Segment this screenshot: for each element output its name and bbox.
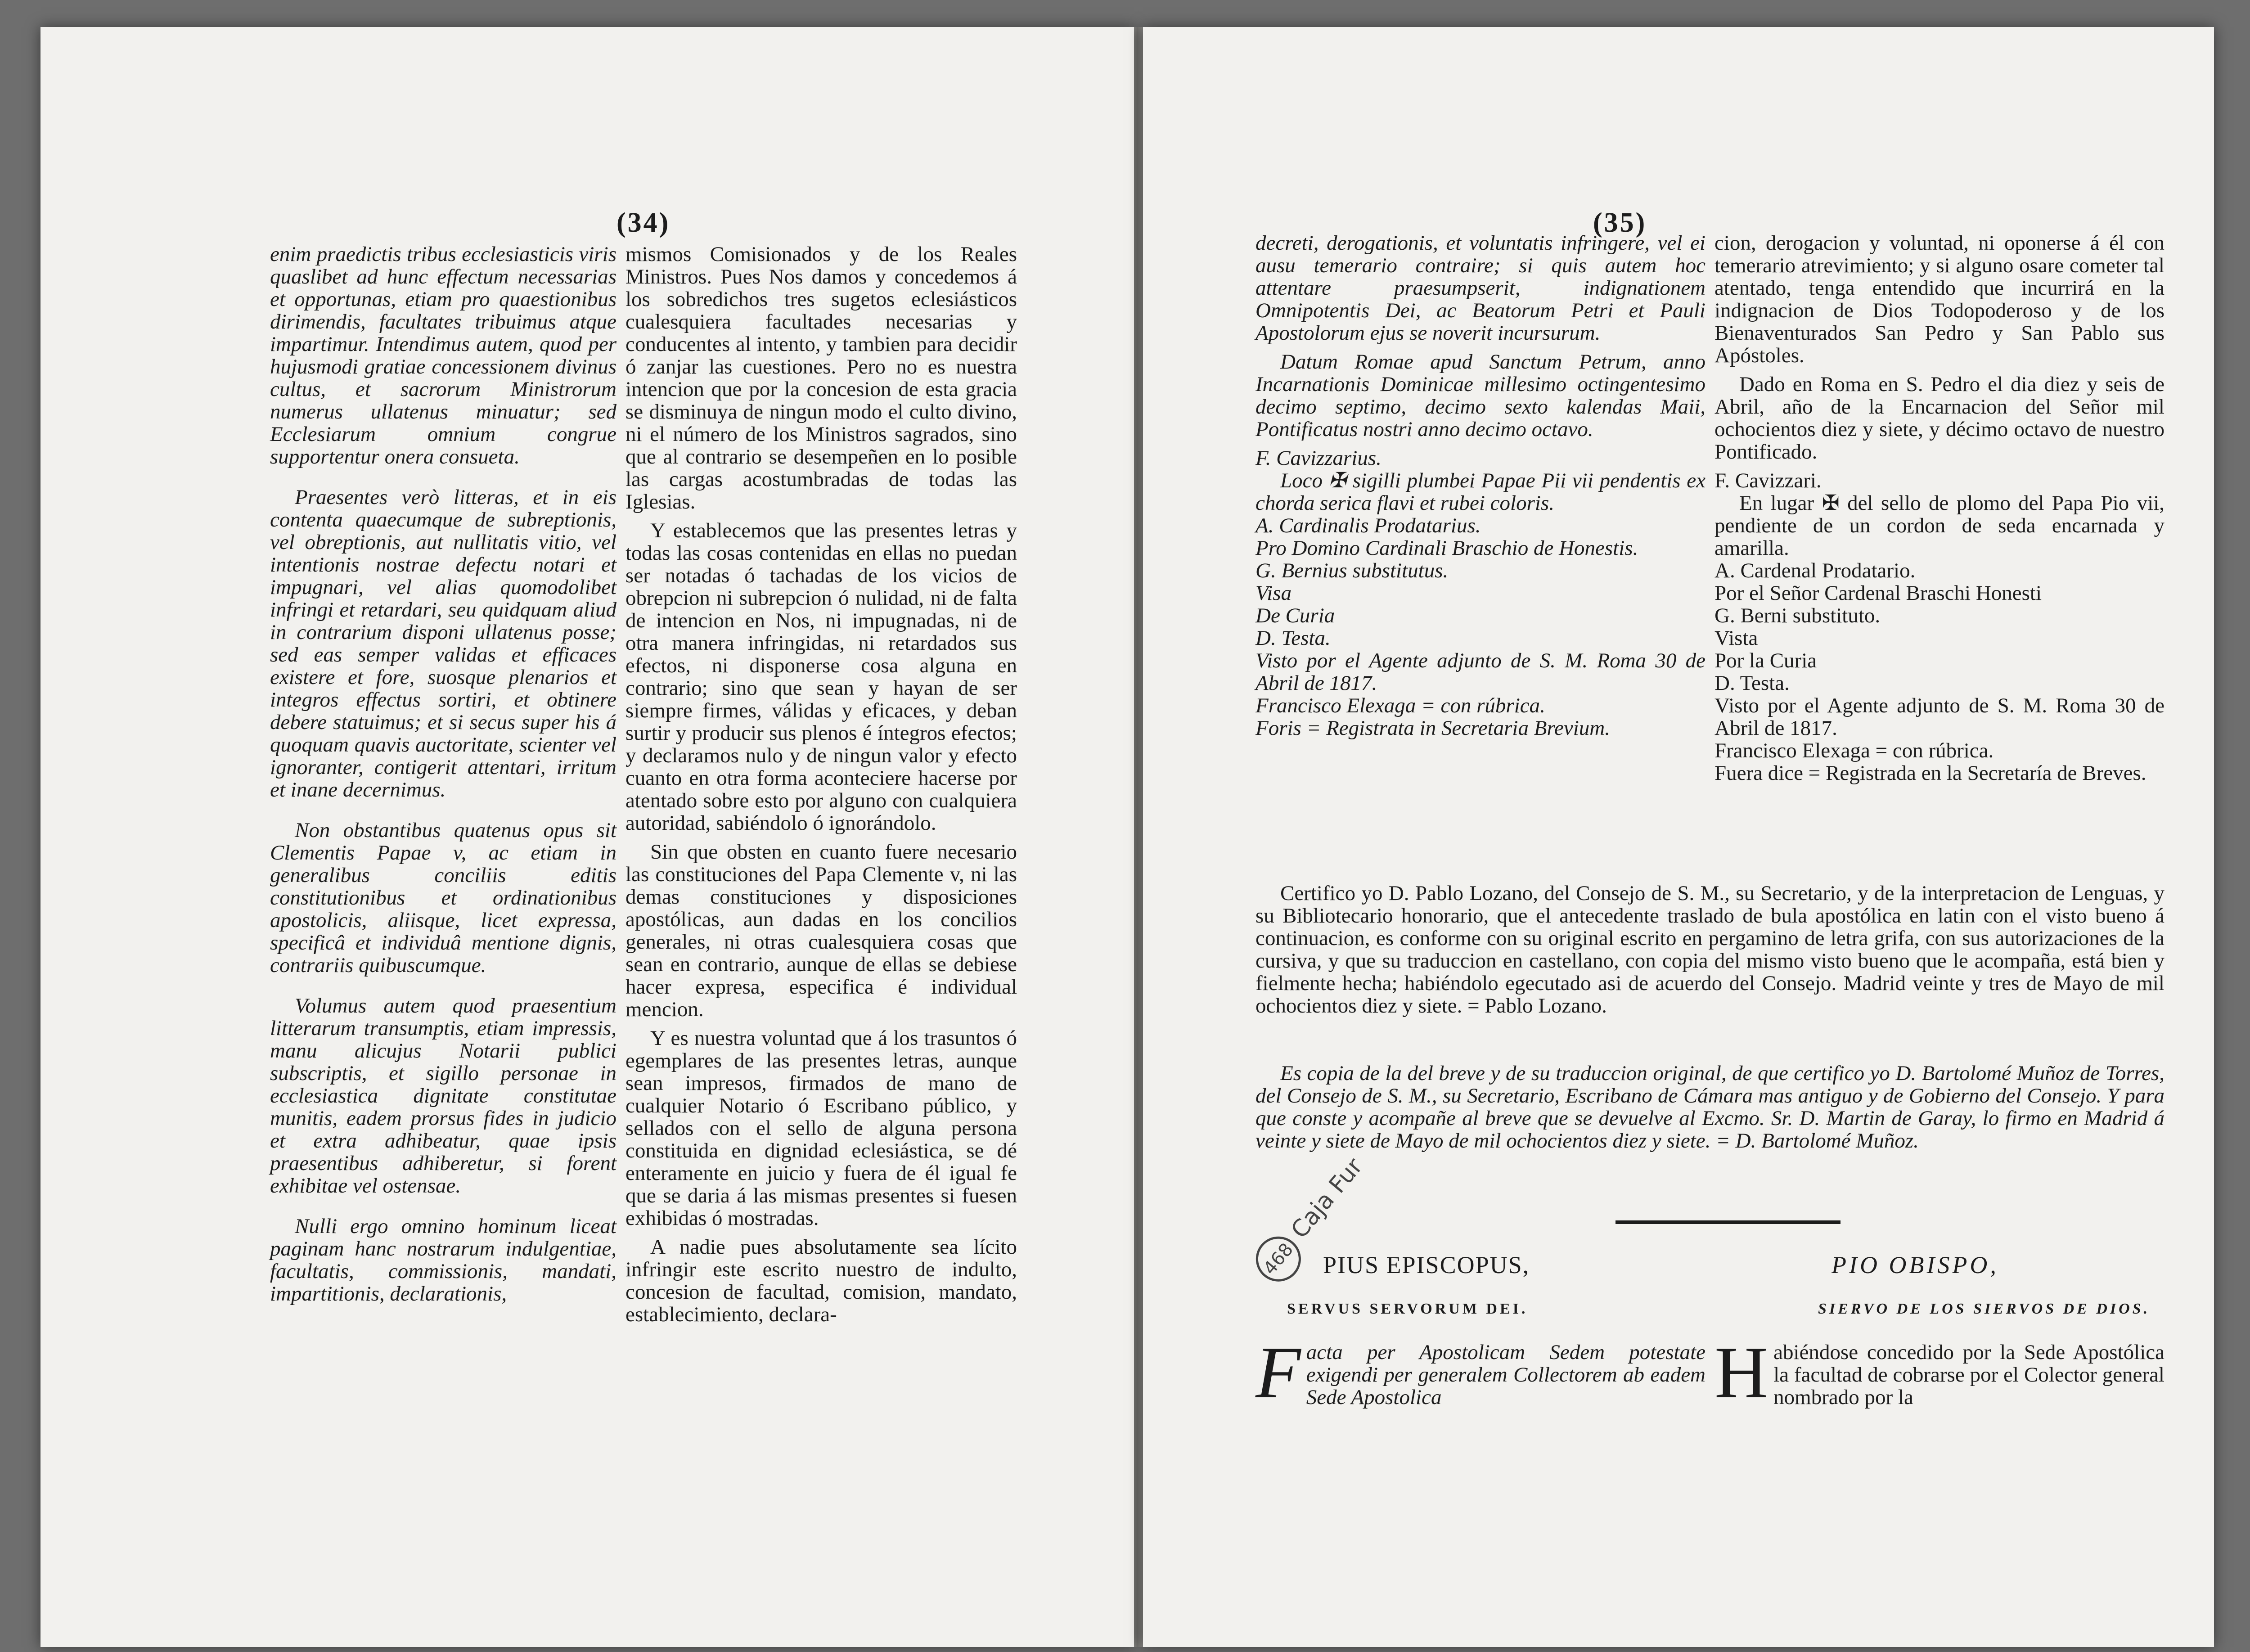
latin-paragraph: Nulli ergo omnino hominum liceat paginam hanc nostrarum indulgentiae, facultatis, commissionis, mandati, impartitionis, declarationis, (270, 1215, 616, 1305)
left-page-spanish-column (626, 243, 1017, 1332)
signature-line: Foris = Registrata in Secretaria Brevium. (1256, 716, 1610, 740)
right-page-spanish-column (1714, 232, 2164, 784)
signature-line: F. Cavizzarius. (1256, 446, 1382, 470)
signature-line: Visa (1256, 581, 1292, 605)
spanish-paragraph: mismos Comisionados y de los Reales Ministros. Pues Nos damos y concedemos á los sobredichos tres sugetos eclesiásticos cualesquiera facultades necesarias y conducentes al intento, y tambien para decidir ó zanjar las cuestiones. Pero no es nuestra intencion que por la concesion de esta gracia se disminuya de ningun modo el culto divino, ni el número de los Ministros sagrados, sino que al contrario se desempeñen en lo posible las cargas acostumbradas de todas las Iglesias. (626, 243, 1017, 513)
heading-latin: PIUS EPISCOPUS, (1323, 1251, 1530, 1278)
latin-paragraph: enim praedictis tribus ecclesiasticis viris quaslibet ad hunc effectum necessarias et opportunas, etiam pro quaestionibus dirimendis, facultates tribuimus atque impartimur. Intendimus autem, quod per hujusmodi gratiae concessionem divinus cultus, et sacrorum Ministrorum numerus ullatenus minuatur; sed Ecclesiarum omnium congrue supportentur onera consueta. (270, 243, 616, 468)
signature-line: Francisco Elexaga = con rúbrica. (1714, 739, 1994, 762)
left-page-latin-column (270, 243, 616, 1311)
page-number-left: (34) (616, 207, 670, 238)
seal-line: Loco ✠ sigilli plumbei Papae Pii vii pendentis ex chorda serica flavi et rubei coloris. (1256, 469, 1706, 515)
signature-line: G. Bernius substitutus. (1256, 559, 1449, 582)
signature-line: D. Testa. (1714, 671, 1790, 695)
latin-paragraph: Non obstantibus quatenus opus sit Clementis Papae v, ac etiam in generalibus conciliis editis constitutionibus et ordinationibus apostolicis, aliisque, licet expressa, specificâ et individuâ mentione dignis, contrariis quibuscumque. (270, 819, 616, 977)
bottom-spanish-paragraph (1714, 1331, 2164, 1413)
spanish-paragraph: A nadie pues absolutamente sea lícito infringir este escrito nuestro de indulto, concesion de facultad, comision, mandato, establecimiento, declara- (626, 1235, 1017, 1326)
latin-paragraph: Datum Romae apud Sanctum Petrum, anno Incarnationis Dominicae millesimo octingentesimo decimo septimo, decimo sexto kalendas Maii, Pontificatus nostri anno decimo octavo. (1256, 350, 1706, 441)
latin-paragraph: Praesentes verò litteras, et in eis contenta quaecumque de subreptionis, vel obreptionis, aut nullitatis vitio, vel intentionis nostrae defectu notari et impugnari, vel alias quomodolibet infringi et retardari, seu quidquam aliud in contrarium disponi ullatenus posse; sed eas semper validas et efficaces existere et fore, suosque plenarios et integros effectus sortiri, et obtinere debere statuimus; et si secus super his á quoquam quavis auctoritate, scienter vel ignoranter, contigerit attentari, irritum et inane decernimus. (270, 486, 616, 801)
handwritten-text: Caja Fur (1286, 1153, 1368, 1244)
bottom-latin-paragraph (1256, 1331, 1706, 1413)
signature-line: F. Cavizzari. (1714, 469, 1822, 492)
seal-line: En lugar ✠ del sello de plomo del Papa Pio vii, pendiente de un cordon de seda encarnada y amarilla. (1714, 491, 2164, 560)
signature-line: Pro Domino Cardinali Braschio de Honestis. (1256, 536, 1638, 560)
signature-line: Fuera dice = Registrada en la Secretaría de Breves. (1714, 761, 2146, 785)
subheading-latin: SERVUS SERVORUM DEI. (1287, 1301, 1528, 1317)
signature-line: Visto por el Agente adjunto de S. M. Roma 30 de Abril de 1817. (1256, 649, 1706, 695)
spanish-paragraph: Y establecemos que las presentes letras y todas las cosas contenidas en ellas no puedan ser notadas ó tachadas de los vicios de obrepcion ni subrepcion ó nulidad, ni de falta de intencion en Nos, ni impugnadas, ni de otra manera infringidas, ni retardados sus efectos, ni disponerse cosa alguna en contrario; sino que sean y hayan de ser siempre firmes, válidas y eficaces, y deban surtir y producir sus plenos é íntegros efectos; y declaramos nulo y de ningun valor y efecto cuanto en otra forma aconteciere hacerse por atentado sobre esto por alguno con cualquiera autoridad, sabiéndolo ó ignorándolo. (626, 519, 1017, 835)
left-page (40, 27, 1134, 1647)
signature-line: Por la Curia (1714, 649, 1817, 672)
latin-paragraph: Volumus autem quod praesentium litterarum transumptis, etiam impressis, manu alicujus Notarii publici subscriptis, et sigillo personae in ecclesiastica dignitate constitutae munitis, eadem prorsus fides in judicio et extra adhibeatur, quae ipsis praesentibus adhiberetur, si forent exhibitae vel ostensae. (270, 994, 616, 1197)
subheading-spanish: SIERVO DE LOS SIERVOS DE DIOS. (1818, 1301, 2151, 1317)
spanish-paragraph: Y es nuestra voluntad que á los trasuntos ó egemplares de las presentes letras, aunque sean impresos, firmados de mano de cualquier Notario ó Escribano público, y sellados con el sello de alguna persona constituida en dignidad eclesiástica, se dé enteramente en juicio y fuera de él igual fe que se daria á las mismas presentes si fuesen exhibidas ó mostradas. (626, 1026, 1017, 1230)
right-page-latin-column (1256, 232, 1706, 739)
section-divider (1616, 1220, 1840, 1224)
spanish-paragraph: Dado en Roma en S. Pedro el dia diez y seis de Abril, año de la Encarnacion del Señor mil ochocientos diez y siete, y décimo octavo de nuestro Pontificado. (1714, 373, 2164, 464)
latin-paragraph: decreti, derogationis, et voluntatis infringere, vel ei ausu temerario contraire; si quis autem hoc attentare praesumpserit, indignationem Omnipotentis Dei, ac Beatorum Petri et Pauli Apostolorum ejus se noverit incursurum. (1256, 231, 1706, 345)
page-number-right: (35) (1593, 207, 1647, 238)
signature-line: Visto por el Agente adjunto de S. M. Roma 30 de Abril de 1817. (1714, 694, 2164, 740)
certification-text: Certifico yo D. Pablo Lozano, del Consejo de S. M., su Secretario, y de la interpretacion de Lenguas, y su Bibliotecario honorario, que el antecedente traslado de bula apostólica en latin con el visto bueno á continuacion, es conforme con su original escrito en pergamino de letra grifa, con sus autorizaciones de la cursiva, y que su traduccion en castellano, con copia del mismo visto bueno que le acompaña, está bien y fielmente hecha; habiéndolo egecutado asi de acuerdo del Consejo. Madrid veinte y tres de Mayo de mil ochocientos diez y siete. = Pablo Lozano. (1256, 882, 2164, 1017)
spanish-paragraph: Sin que obsten en cuanto fuere necesario las constituciones del Papa Clemente v, ni las demas constituciones y disposiciones apostólicas, aun dadas en los concilios generales, ni otras cualesquiera cosas que sean en contrario, aunque de ellas se debiese hacer expresa, especifica é individual mencion. (626, 840, 1017, 1021)
signature-line: A. Cardenal Prodatario. (1714, 559, 1916, 582)
bottom-spanish-text: abiéndose concedido por la Sede Apostólica la facultad de cobrarse por el Colector general nombrado por la (1773, 1341, 2164, 1409)
spanish-paragraph: cion, derogacion y voluntad, ni oponerse á él con temerario atrevimiento; y si alguno osare cometer tal atentado, tenga entendido que incurrirá en la indignacion de Dios Todopoderoso y de los Bienaventurados San Pedro y San Pablo sus Apóstoles. (1714, 231, 2164, 367)
signature-line: Vista (1714, 626, 1758, 650)
drop-cap: H (1714, 1331, 1768, 1413)
right-page (1143, 27, 2214, 1647)
copy-note-text: Es copia de la del breve y de su traduccion original, de que certifico yo D. Bartolomé Muñoz de Torres, del Consejo de S. M., su Secretario, Escribano de Cámara mas antiguo y de Gobierno del Consejo. Y para que conste y acompañe al breve que se devuelve al Excmo. Sr. D. Martin de Garay, lo firmo en Madrid á veinte y siete de Mayo de mil ochocientos diez y siete. = D. Bartolomé Muñoz. (1256, 1062, 2164, 1152)
signature-line: Por el Señor Cardenal Braschi Honesti (1714, 581, 2042, 605)
copy-note-paragraph (1256, 1062, 2164, 1152)
signature-line: Francisco Elexaga = con rúbrica. (1256, 694, 1545, 717)
certification-paragraph (1256, 882, 2164, 1017)
drop-cap: F (1256, 1331, 1301, 1413)
handwritten-number: 468 (1246, 1227, 1310, 1291)
signature-line: G. Berni substituto. (1714, 604, 1881, 627)
signature-line: De Curia (1256, 604, 1335, 627)
signature-line: D. Testa. (1256, 626, 1331, 650)
heading-spanish: PIO OBISPO, (1832, 1251, 1999, 1278)
bottom-latin-text: acta per Apostolicam Sedem potestate exigendi per generalem Collectorem ab eadem Sede Apostolica (1306, 1341, 1706, 1409)
signature-line: A. Cardinalis Prodatarius. (1256, 514, 1481, 537)
